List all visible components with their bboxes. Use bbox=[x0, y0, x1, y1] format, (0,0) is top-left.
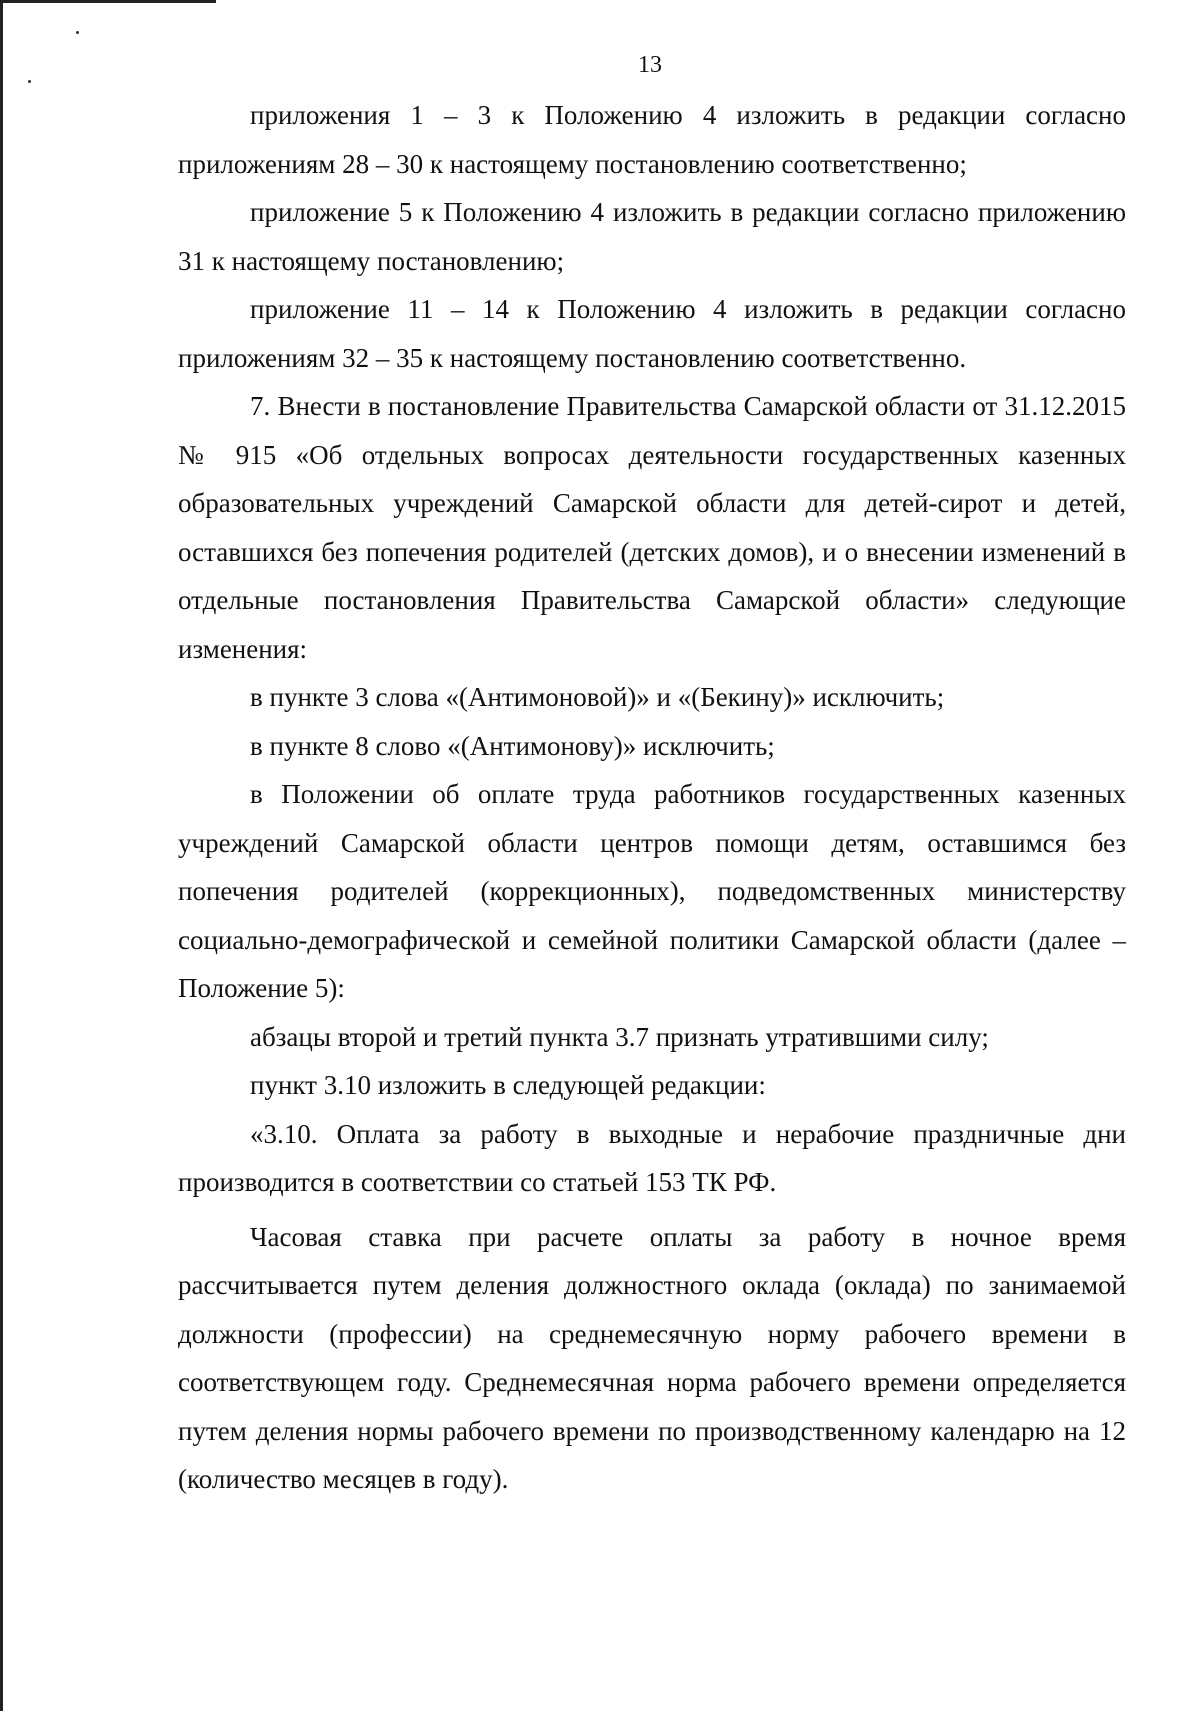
paragraph: в Положении об оплате труда работников государственных казенных учреждений Самарской области центров помощи детям, оставшимся без попечения родителей (коррекционных), подведомственных министерству социально-демографической и семейной политики Самарской области (далее – Положение 5): bbox=[178, 779, 1126, 1003]
paragraph: Часовая ставка при расчете оплаты за работу в ночное время рассчитывается путем деления должностного оклада (оклада) по занимаемой должности (профессии) на среднемесячную норму рабочего времени в соответствующем году. Среднемесячная норма рабочего времени определяется путем деления нормы рабочего времени по производственному календарю на 12 (количество месяцев в году). bbox=[178, 1221, 1126, 1494]
paragraph: абзацы второй и третий пункта 3.7 признать утратившими силу; bbox=[250, 1021, 989, 1052]
scan-edge-left bbox=[0, 0, 3, 1711]
page-number: 13 bbox=[638, 52, 662, 78]
paragraph: в пункте 3 слова «(Антимоновой)» и «(Бекину)» исключить; bbox=[250, 682, 945, 712]
paragraph: приложение 5 к Положению 4 изложить в редакции согласно приложению 31 к настоящему постановлению; bbox=[178, 197, 1126, 276]
paragraph: в пункте 8 слово «(Антимонову)» исключить; bbox=[250, 730, 775, 761]
paragraph: приложения 1 – 3 к Положению 4 изложить в редакции согласно приложениям 28 – 30 к настоящему постановлению соответственно; bbox=[178, 100, 1126, 179]
paragraph: 7. Внести в постановление Правительства Самарской области от 31.12.2015 № 915 «Об отдельных вопросах деятельности государственных казенных образовательных учреждений Самарской области для детей-сирот и детей, оставшихся без попечения родителей (детских домов), и о внесении изменений в отдельные постановления Правительства Самарской области» следующие изменения: bbox=[178, 391, 1126, 664]
scan-edge-top bbox=[0, 0, 216, 3]
paragraph: приложение 11 – 14 к Положению 4 изложить в редакции согласно приложениям 32 – 35 к настоящему постановлению соответственно. bbox=[178, 294, 1126, 373]
paragraph: пункт 3.10 изложить в следующей редакции: bbox=[250, 1070, 766, 1100]
document-body bbox=[178, 91, 1126, 1504]
paragraph: «3.10. Оплата за работу в выходные и нерабочие праздничные дни производится в соответствии со статьей 153 ТК РФ. bbox=[178, 1118, 1126, 1197]
scan-speck bbox=[28, 80, 31, 83]
scan-speck bbox=[76, 31, 79, 34]
